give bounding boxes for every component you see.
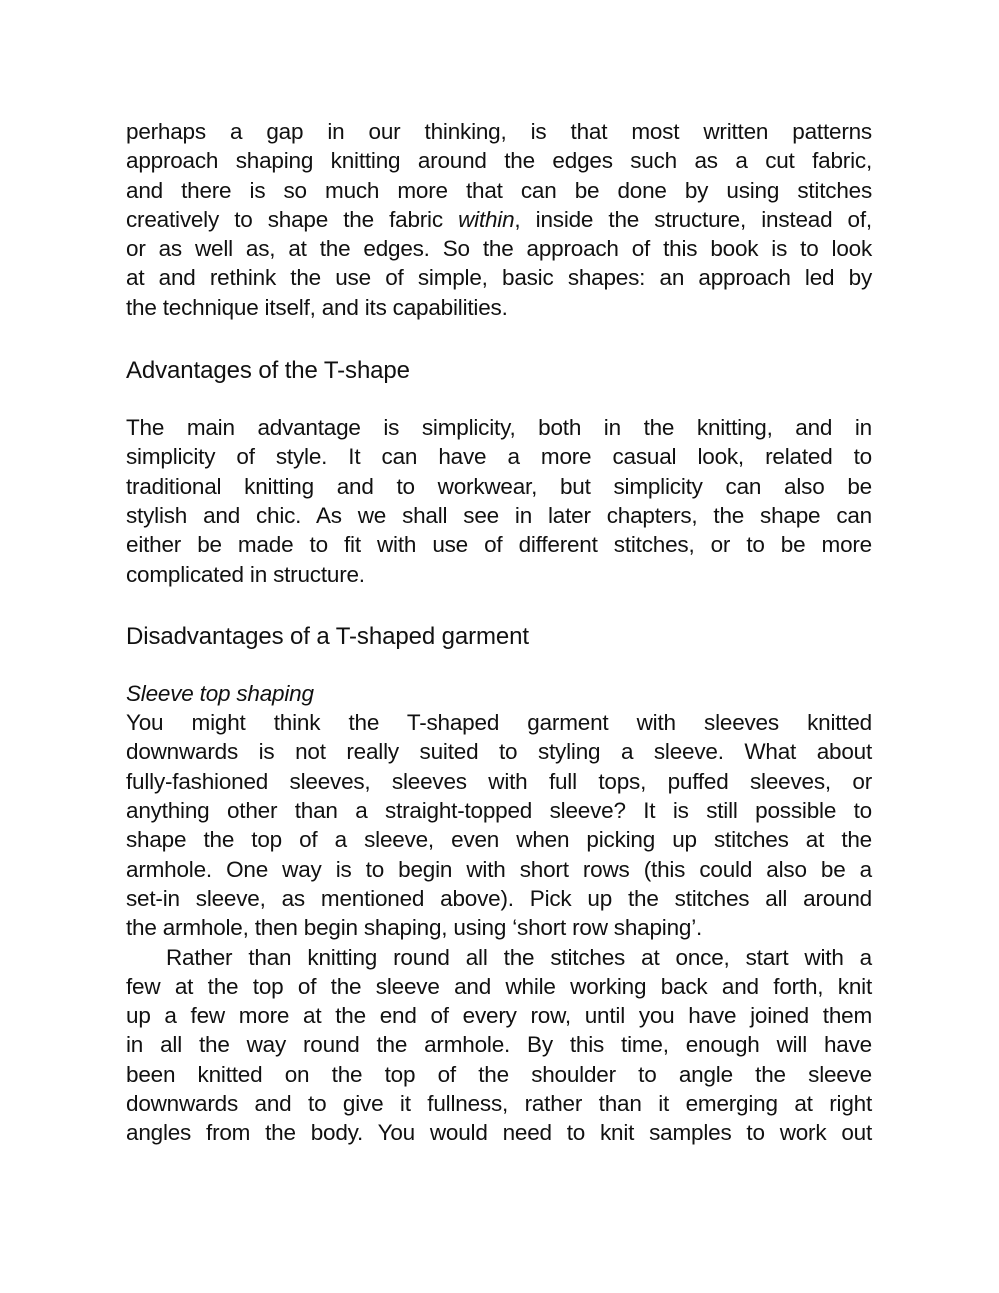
- subheading-sleeve-top-shaping: Sleeve top shaping: [126, 680, 314, 706]
- text-line: Rather than knitting round all the stitches at once, start with a: [166, 944, 872, 970]
- text-line: been knitted on the top of the shoulder to angle the sleeve: [126, 1061, 872, 1087]
- document-page: [126, 117, 872, 1148]
- text-line: fully-fashioned sleeves, sleeves with full tops, puffed sleeves, or: [126, 768, 872, 794]
- text-line: set-in sleeve, as mentioned above). Pick up the stitches all around: [126, 885, 872, 911]
- text-line: the technique itself, and its capabilities.: [126, 294, 508, 320]
- text-line: complicated in structure.: [126, 561, 365, 587]
- text-line: anything other than a straight-topped sleeve? It is still possible to: [126, 798, 872, 824]
- intro-paragraph: [126, 117, 872, 322]
- text-line: You might think the T-shaped garment with sleeves knitted: [126, 710, 872, 736]
- advantages-paragraph: [126, 413, 872, 589]
- disadvantages-paragraph-1: [126, 708, 872, 942]
- text-line: in all the way round the armhole. By this time, enough will have: [126, 1032, 872, 1058]
- text-line: at and rethink the use of simple, basic shapes: an approach led by: [126, 265, 872, 291]
- text-line: the armhole, then begin shaping, using ‘short row shaping’.: [126, 915, 703, 941]
- text-line: or as well as, at the edges. So the approach of this book is to look: [126, 236, 872, 262]
- text-line: downwards and to give it fullness, rather than it emerging at right: [126, 1091, 872, 1117]
- text-span: , inside the structure, instead of,: [514, 206, 872, 232]
- text-line: and there is so much more that can be done by using stitches: [126, 177, 872, 203]
- text-line: angles from the body. You would need to knit samples to work out: [126, 1120, 872, 1146]
- text-line: traditional knitting and to workwear, but simplicity can also be: [126, 473, 872, 499]
- text-line: few at the top of the sleeve and while working back and forth, knit: [126, 973, 872, 999]
- text-span: creatively to shape the fabric: [126, 206, 459, 232]
- text-line: stylish and chic. As we shall see in later chapters, the shape can: [126, 502, 872, 528]
- text-line: The main advantage is simplicity, both in the knitting, and in: [126, 415, 872, 441]
- text-line: [126, 205, 872, 234]
- text-line: up a few more at the end of every row, until you have joined them: [126, 1003, 872, 1029]
- text-line: shape the top of a sleeve, even when picking up stitches at the: [126, 827, 872, 853]
- text-line: approach shaping knitting around the edges such as a cut fabric,: [126, 148, 872, 174]
- section-heading-disadvantages: Disadvantages of a T-shaped garment: [126, 622, 529, 650]
- disadvantages-paragraph-2: [126, 943, 872, 1148]
- section-heading-advantages: Advantages of the T-shape: [126, 357, 410, 385]
- text-line: simplicity of style. It can have a more casual look, related to: [126, 444, 872, 470]
- text-line: perhaps a gap in our thinking, is that most written patterns: [126, 119, 872, 144]
- text-line: armhole. One way is to begin with short rows (this could also be a: [126, 856, 872, 882]
- italic-word: within: [458, 206, 515, 232]
- text-line: either be made to fit with use of different stitches, or to be more: [126, 532, 872, 558]
- text-line: downwards is not really suited to styling a sleeve. What about: [126, 739, 872, 765]
